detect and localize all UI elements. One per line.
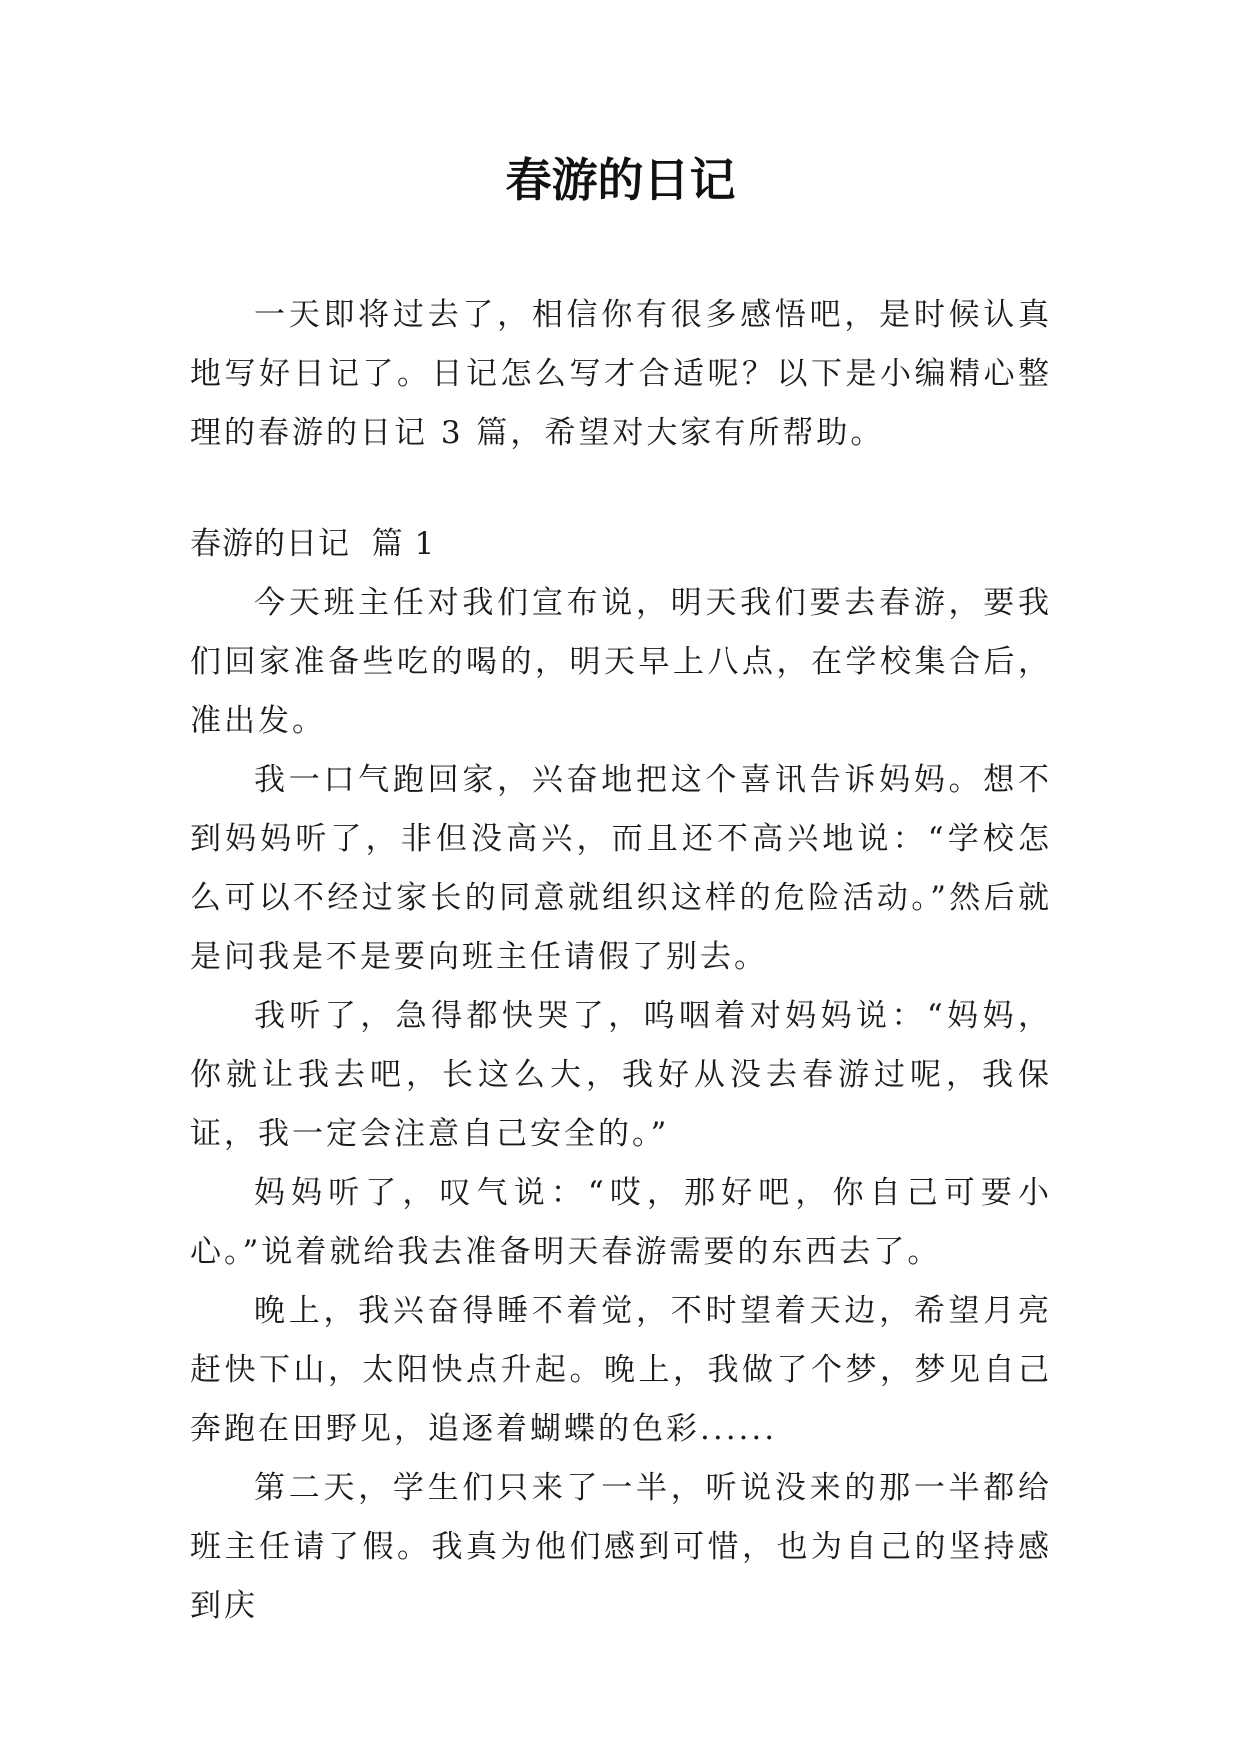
body-paragraph: 今天班主任对我们宣布说，明天我们要去春游，要我们回家准备些吃的喝的，明天早上八点，在学校集合后，准出发。	[190, 585, 1052, 739]
body-paragraph: 我听了，急得都快哭了，呜咽着对妈妈说：“妈妈，你就让我去吧，长这么大，我好从没去春游过呢，我保证，我一定会注意自己安全的。”	[190, 998, 1052, 1152]
document-body	[190, 286, 1052, 1636]
section-heading: 春游的日记 篇 1	[190, 526, 436, 562]
body-paragraph: 妈妈听了，叹气说：“哎，那好吧，你自己可要小心。”说着就给我去准备明天春游需要的东西去了。	[190, 1175, 1052, 1270]
body-paragraph: 第二天，学生们只来了一半，听说没来的那一半都给班主任请了假。我真为他们感到可惜，也为自己的坚持感到庆	[190, 1470, 1052, 1624]
body-paragraph: 我一口气跑回家，兴奋地把这个喜讯告诉妈妈。想不到妈妈听了，非但没高兴，而且还不高兴地说：“学校怎么可以不经过家长的同意就组织这样的危险活动。”然后就是问我是不是要向班主任请假了别去。	[190, 762, 1052, 975]
body-paragraph: 晚上，我兴奋得睡不着觉，不时望着天边，希望月亮赶快下山，太阳快点升起。晚上，我做了个梦，梦见自己奔跑在田野见，追逐着蝴蝶的色彩......	[190, 1293, 1052, 1447]
document-title: 春游的日记	[505, 153, 736, 207]
intro-paragraph: 一天即将过去了，相信你有很多感悟吧，是时候认真地写好日记了。日记怎么写才合适呢？以下是小编精心整理的春游的日记 3 篇，希望对大家有所帮助。	[190, 297, 1052, 451]
